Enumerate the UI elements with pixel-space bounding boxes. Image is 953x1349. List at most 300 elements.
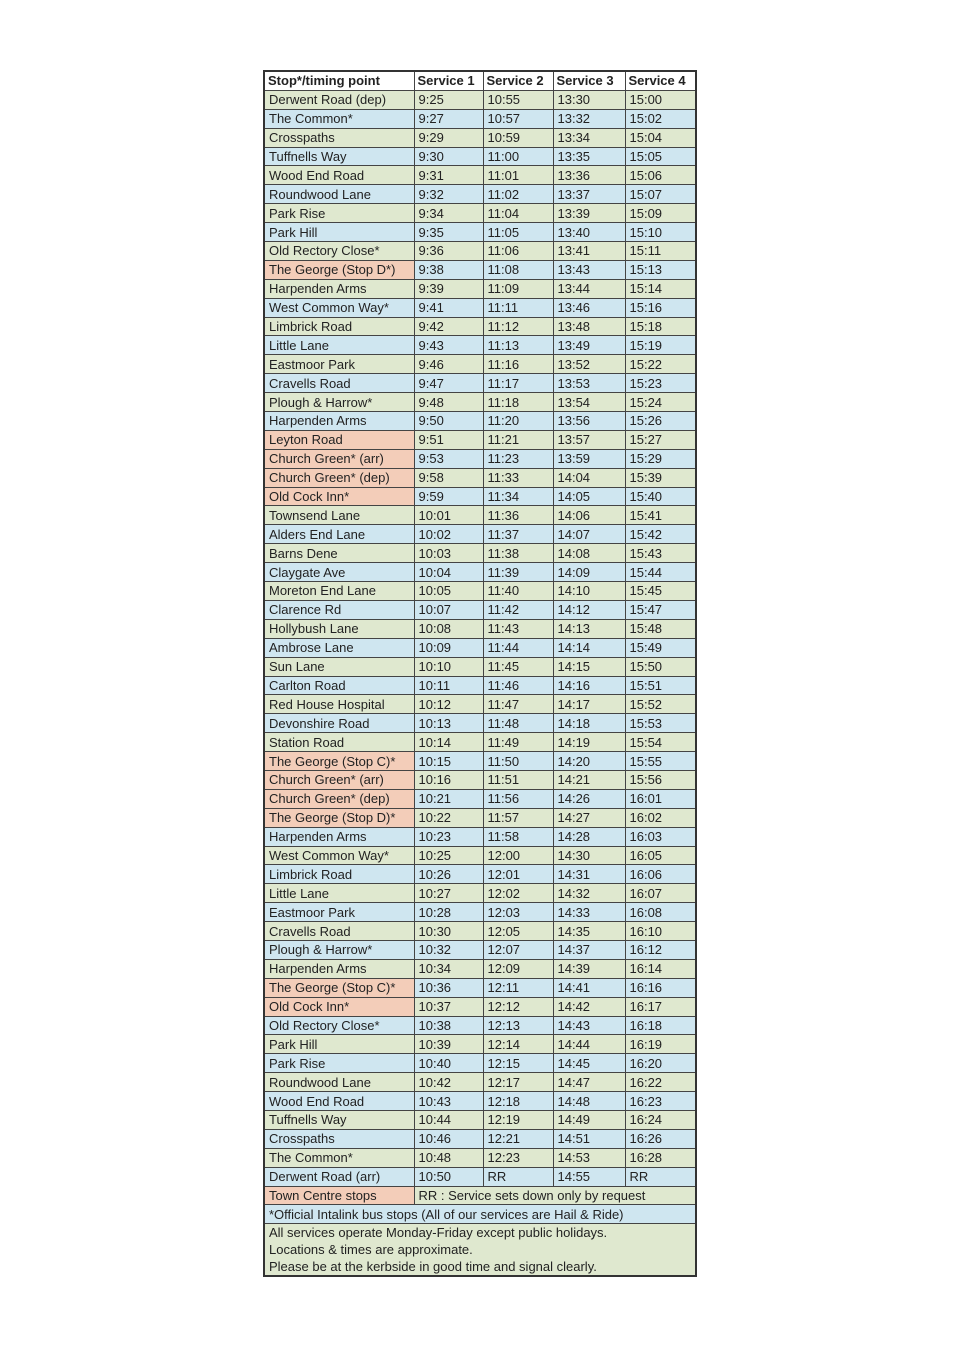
table-row xyxy=(264,185,696,204)
service-2-time: 11:05 xyxy=(483,223,553,242)
note-line: All services operate Monday-Friday except public holidays. xyxy=(269,1225,608,1241)
service-2-time: 11:43 xyxy=(483,619,553,638)
service-2-time: 11:49 xyxy=(483,733,553,752)
service-2-time: 11:44 xyxy=(483,638,553,657)
stop-name: Park Hill xyxy=(264,1035,414,1054)
table-row xyxy=(264,90,696,109)
stop-name: Harpenden Arms xyxy=(264,959,414,978)
service-2-time: 11:56 xyxy=(483,789,553,808)
service-1-time: 10:13 xyxy=(414,714,483,733)
table-row xyxy=(264,1129,696,1148)
table-row xyxy=(264,1016,696,1035)
service-3-time: 13:54 xyxy=(553,393,625,412)
service-3-time: 14:45 xyxy=(553,1054,625,1073)
service-3-time: 14:16 xyxy=(553,676,625,695)
table-row xyxy=(264,487,696,506)
service-4-header: Service 4 xyxy=(625,71,696,90)
service-3-time: 14:21 xyxy=(553,770,625,789)
service-2-time: 11:37 xyxy=(483,525,553,544)
service-1-time: 9:47 xyxy=(414,374,483,393)
service-3-time: 13:43 xyxy=(553,260,625,279)
stop-column-header: Stop*/timing point xyxy=(264,71,414,90)
table-row xyxy=(264,733,696,752)
table-row xyxy=(264,1167,696,1186)
table-row xyxy=(264,1110,696,1129)
service-1-time: 10:12 xyxy=(414,695,483,714)
service-1-time: 9:39 xyxy=(414,279,483,298)
service-1-time: 9:41 xyxy=(414,298,483,317)
stop-name: Crosspaths xyxy=(264,1129,414,1148)
service-3-time: 14:12 xyxy=(553,600,625,619)
service-2-time: 11:39 xyxy=(483,563,553,582)
service-2-header: Service 2 xyxy=(483,71,553,90)
table-row xyxy=(264,355,696,374)
service-3-time: 14:26 xyxy=(553,789,625,808)
service-3-time: 13:53 xyxy=(553,374,625,393)
service-1-time: 10:30 xyxy=(414,922,483,941)
service-2-time: 11:42 xyxy=(483,600,553,619)
service-4-time: 16:06 xyxy=(625,865,696,884)
table-row xyxy=(264,204,696,223)
service-1-time: 10:42 xyxy=(414,1073,483,1092)
service-4-time: 15:00 xyxy=(625,90,696,109)
service-1-time: 9:53 xyxy=(414,449,483,468)
service-2-time: 11:01 xyxy=(483,166,553,185)
service-4-time: 15:56 xyxy=(625,770,696,789)
service-3-time: 14:27 xyxy=(553,808,625,827)
service-1-time: 10:21 xyxy=(414,789,483,808)
stop-name: Park Rise xyxy=(264,204,414,223)
stop-name: Harpenden Arms xyxy=(264,412,414,431)
stop-name: Church Green* (arr) xyxy=(264,770,414,789)
service-2-time: 12:00 xyxy=(483,846,553,865)
stop-name: West Common Way* xyxy=(264,846,414,865)
service-1-time: 9:59 xyxy=(414,487,483,506)
stop-name: The George (Stop D)* xyxy=(264,808,414,827)
table-row xyxy=(264,582,696,601)
stop-name: Hollybush Lane xyxy=(264,619,414,638)
stop-name: Church Green* (arr) xyxy=(264,449,414,468)
service-1-time: 10:37 xyxy=(414,997,483,1016)
table-row xyxy=(264,922,696,941)
service-1-time: 10:28 xyxy=(414,903,483,922)
stop-name: Roundwood Lane xyxy=(264,1073,414,1092)
service-1-time: 9:31 xyxy=(414,166,483,185)
table-row xyxy=(264,940,696,959)
stop-name: The Common* xyxy=(264,109,414,128)
service-3-time: 14:07 xyxy=(553,525,625,544)
stop-name: Alders End Lane xyxy=(264,525,414,544)
stop-name: Wood End Road xyxy=(264,166,414,185)
service-4-time: 15:24 xyxy=(625,393,696,412)
service-1-time: 9:36 xyxy=(414,242,483,261)
service-1-time: 10:05 xyxy=(414,582,483,601)
stop-name: Harpenden Arms xyxy=(264,827,414,846)
stop-name: The Common* xyxy=(264,1148,414,1167)
service-3-time: 14:08 xyxy=(553,544,625,563)
service-1-time: 10:38 xyxy=(414,1016,483,1035)
stop-name: Eastmoor Park xyxy=(264,355,414,374)
table-row xyxy=(264,109,696,128)
service-4-time: 15:04 xyxy=(625,128,696,147)
service-2-time: 12:21 xyxy=(483,1129,553,1148)
table-row xyxy=(264,430,696,449)
service-3-time: 14:37 xyxy=(553,940,625,959)
service-4-time: 15:41 xyxy=(625,506,696,525)
service-3-time: 14:35 xyxy=(553,922,625,941)
table-row xyxy=(264,128,696,147)
stop-name: Sun Lane xyxy=(264,657,414,676)
service-3-time: 14:44 xyxy=(553,1035,625,1054)
stop-name: Station Road xyxy=(264,733,414,752)
service-4-time: 15:18 xyxy=(625,317,696,336)
table-row xyxy=(264,298,696,317)
service-4-time: 15:54 xyxy=(625,733,696,752)
town-centre-legend: Town Centre stops xyxy=(264,1186,414,1205)
service-4-time: 15:06 xyxy=(625,166,696,185)
service-4-time: 15:39 xyxy=(625,468,696,487)
service-4-time: 15:19 xyxy=(625,336,696,355)
service-1-time: 9:38 xyxy=(414,260,483,279)
service-1-time: 10:08 xyxy=(414,619,483,638)
service-4-time: 16:20 xyxy=(625,1054,696,1073)
service-2-time: 11:20 xyxy=(483,412,553,431)
table-row xyxy=(264,638,696,657)
service-2-time: 11:51 xyxy=(483,770,553,789)
service-2-time: 11:45 xyxy=(483,657,553,676)
service-4-time: 15:14 xyxy=(625,279,696,298)
service-2-time: 11:33 xyxy=(483,468,553,487)
service-4-time: 16:17 xyxy=(625,997,696,1016)
stop-name: The George (Stop C)* xyxy=(264,978,414,997)
service-2-time: 11:16 xyxy=(483,355,553,374)
service-4-time: 16:16 xyxy=(625,978,696,997)
service-1-time: 10:27 xyxy=(414,884,483,903)
service-4-time: 16:26 xyxy=(625,1129,696,1148)
service-1-time: 9:46 xyxy=(414,355,483,374)
service-3-time: 14:51 xyxy=(553,1129,625,1148)
table-row xyxy=(264,865,696,884)
table-row xyxy=(264,657,696,676)
table-row xyxy=(264,1035,696,1054)
service-3-time: 14:53 xyxy=(553,1148,625,1167)
service-4-time: 15:07 xyxy=(625,185,696,204)
stop-name: Derwent Road (dep) xyxy=(264,90,414,109)
service-2-time: 12:02 xyxy=(483,884,553,903)
service-3-time: 14:13 xyxy=(553,619,625,638)
table-row xyxy=(264,752,696,771)
service-4-time: 15:51 xyxy=(625,676,696,695)
note-line: Please be at the kerbside in good time and signal clearly. xyxy=(269,1259,597,1275)
table-row xyxy=(264,1092,696,1111)
table-row xyxy=(264,846,696,865)
table-row xyxy=(264,884,696,903)
stop-name: Plough & Harrow* xyxy=(264,393,414,412)
service-2-time: 11:04 xyxy=(483,204,553,223)
service-1-time: 10:11 xyxy=(414,676,483,695)
service-4-time: 15:43 xyxy=(625,544,696,563)
service-3-time: 14:49 xyxy=(553,1110,625,1129)
service-3-time: 13:34 xyxy=(553,128,625,147)
service-3-time: 14:15 xyxy=(553,657,625,676)
service-4-time: RR xyxy=(625,1167,696,1186)
service-3-header: Service 3 xyxy=(553,71,625,90)
service-3-time: 13:59 xyxy=(553,449,625,468)
service-2-time: 10:59 xyxy=(483,128,553,147)
service-1-time: 10:44 xyxy=(414,1110,483,1129)
service-3-time: 14:42 xyxy=(553,997,625,1016)
service-3-time: 14:06 xyxy=(553,506,625,525)
service-1-time: 10:23 xyxy=(414,827,483,846)
official-stops-row xyxy=(264,1205,696,1224)
stop-name: Tuffnells Way xyxy=(264,1110,414,1129)
service-2-time: 11:23 xyxy=(483,449,553,468)
service-4-time: 15:45 xyxy=(625,582,696,601)
service-3-time: 13:35 xyxy=(553,147,625,166)
service-1-time: 10:07 xyxy=(414,600,483,619)
service-2-time: 11:50 xyxy=(483,752,553,771)
service-3-time: 14:33 xyxy=(553,903,625,922)
table-row xyxy=(264,714,696,733)
service-2-time: 11:38 xyxy=(483,544,553,563)
stop-name: Townsend Lane xyxy=(264,506,414,525)
service-1-time: 10:04 xyxy=(414,563,483,582)
service-2-time: RR xyxy=(483,1167,553,1186)
service-2-time: 11:40 xyxy=(483,582,553,601)
service-3-time: 14:30 xyxy=(553,846,625,865)
service-4-time: 15:22 xyxy=(625,355,696,374)
service-2-time: 12:15 xyxy=(483,1054,553,1073)
stop-name: Harpenden Arms xyxy=(264,279,414,298)
service-4-time: 16:28 xyxy=(625,1148,696,1167)
service-1-time: 9:25 xyxy=(414,90,483,109)
service-1-time: 9:30 xyxy=(414,147,483,166)
stop-name: Old Rectory Close* xyxy=(264,1016,414,1035)
stop-name: Devonshire Road xyxy=(264,714,414,733)
table-row xyxy=(264,997,696,1016)
service-4-time: 15:53 xyxy=(625,714,696,733)
stop-name: Derwent Road (arr) xyxy=(264,1167,414,1186)
stop-name: Plough & Harrow* xyxy=(264,940,414,959)
service-2-time: 11:11 xyxy=(483,298,553,317)
service-3-time: 14:41 xyxy=(553,978,625,997)
service-1-time: 9:34 xyxy=(414,204,483,223)
service-4-time: 16:02 xyxy=(625,808,696,827)
service-1-time: 9:48 xyxy=(414,393,483,412)
service-3-time: 14:09 xyxy=(553,563,625,582)
table-row xyxy=(264,959,696,978)
service-3-time: 14:20 xyxy=(553,752,625,771)
service-4-time: 15:47 xyxy=(625,600,696,619)
stop-name: The George (Stop D*) xyxy=(264,260,414,279)
table-row xyxy=(264,1148,696,1167)
service-4-time: 15:50 xyxy=(625,657,696,676)
service-4-time: 16:23 xyxy=(625,1092,696,1111)
service-3-time: 14:32 xyxy=(553,884,625,903)
service-4-time: 15:26 xyxy=(625,412,696,431)
service-2-time: 12:03 xyxy=(483,903,553,922)
service-1-time: 10:22 xyxy=(414,808,483,827)
service-1-time: 10:40 xyxy=(414,1054,483,1073)
service-1-time: 10:34 xyxy=(414,959,483,978)
stop-name: Old Cock Inn* xyxy=(264,997,414,1016)
service-1-time: 10:50 xyxy=(414,1167,483,1186)
service-1-time: 10:02 xyxy=(414,525,483,544)
table-row xyxy=(264,827,696,846)
notes-cell xyxy=(264,1224,696,1277)
table-row xyxy=(264,695,696,714)
service-1-time: 9:50 xyxy=(414,412,483,431)
stop-name: Ambrose Lane xyxy=(264,638,414,657)
table-row xyxy=(264,449,696,468)
stop-name: West Common Way* xyxy=(264,298,414,317)
stop-name: Old Rectory Close* xyxy=(264,242,414,261)
service-1-time: 10:15 xyxy=(414,752,483,771)
stop-name: Red House Hospital xyxy=(264,695,414,714)
timetable xyxy=(263,70,697,1277)
stop-name: Barns Dene xyxy=(264,544,414,563)
service-2-time: 11:36 xyxy=(483,506,553,525)
service-3-time: 14:31 xyxy=(553,865,625,884)
stop-name: Old Cock Inn* xyxy=(264,487,414,506)
stop-name: Limbrick Road xyxy=(264,317,414,336)
table-row xyxy=(264,978,696,997)
service-1-time: 10:39 xyxy=(414,1035,483,1054)
service-2-time: 12:07 xyxy=(483,940,553,959)
service-2-time: 12:23 xyxy=(483,1148,553,1167)
service-2-time: 10:55 xyxy=(483,90,553,109)
table-row xyxy=(264,336,696,355)
service-2-time: 12:14 xyxy=(483,1035,553,1054)
service-2-time: 12:13 xyxy=(483,1016,553,1035)
service-1-time: 10:10 xyxy=(414,657,483,676)
service-2-time: 11:00 xyxy=(483,147,553,166)
table-row xyxy=(264,676,696,695)
service-3-time: 13:36 xyxy=(553,166,625,185)
service-1-time: 9:27 xyxy=(414,109,483,128)
timetable-body xyxy=(264,90,696,1186)
service-4-time: 16:08 xyxy=(625,903,696,922)
service-4-time: 15:27 xyxy=(625,430,696,449)
stop-name: Leyton Road xyxy=(264,430,414,449)
table-row xyxy=(264,468,696,487)
service-4-time: 15:09 xyxy=(625,204,696,223)
service-2-time: 12:05 xyxy=(483,922,553,941)
service-2-time: 12:12 xyxy=(483,997,553,1016)
service-2-time: 11:48 xyxy=(483,714,553,733)
service-1-time: 10:14 xyxy=(414,733,483,752)
notes-row xyxy=(264,1224,696,1277)
service-1-time: 9:51 xyxy=(414,430,483,449)
rr-note: RR : Service sets down only by request xyxy=(414,1186,696,1205)
service-1-time: 10:46 xyxy=(414,1129,483,1148)
service-3-time: 14:05 xyxy=(553,487,625,506)
service-3-time: 14:18 xyxy=(553,714,625,733)
service-3-time: 13:40 xyxy=(553,223,625,242)
service-1-time: 10:25 xyxy=(414,846,483,865)
service-2-time: 11:17 xyxy=(483,374,553,393)
stop-name: Little Lane xyxy=(264,336,414,355)
service-4-time: 15:49 xyxy=(625,638,696,657)
service-4-time: 16:12 xyxy=(625,940,696,959)
service-4-time: 15:40 xyxy=(625,487,696,506)
table-row xyxy=(264,903,696,922)
service-3-time: 13:41 xyxy=(553,242,625,261)
table-row xyxy=(264,223,696,242)
stop-name: Little Lane xyxy=(264,884,414,903)
service-1-time: 10:16 xyxy=(414,770,483,789)
service-1-time: 9:42 xyxy=(414,317,483,336)
service-2-time: 11:08 xyxy=(483,260,553,279)
service-1-time: 9:32 xyxy=(414,185,483,204)
table-row xyxy=(264,147,696,166)
table-row xyxy=(264,1073,696,1092)
service-3-time: 13:56 xyxy=(553,412,625,431)
service-4-time: 16:10 xyxy=(625,922,696,941)
table-row xyxy=(264,563,696,582)
table-row xyxy=(264,789,696,808)
service-2-time: 11:06 xyxy=(483,242,553,261)
service-3-time: 13:44 xyxy=(553,279,625,298)
service-1-time: 9:43 xyxy=(414,336,483,355)
table-row xyxy=(264,412,696,431)
service-3-time: 14:47 xyxy=(553,1073,625,1092)
stop-name: Moreton End Lane xyxy=(264,582,414,601)
service-1-time: 10:32 xyxy=(414,940,483,959)
service-2-time: 11:47 xyxy=(483,695,553,714)
service-3-time: 13:39 xyxy=(553,204,625,223)
service-3-time: 14:10 xyxy=(553,582,625,601)
service-4-time: 16:03 xyxy=(625,827,696,846)
service-4-time: 16:01 xyxy=(625,789,696,808)
service-3-time: 14:43 xyxy=(553,1016,625,1035)
stop-name: Church Green* (dep) xyxy=(264,789,414,808)
service-3-time: 13:52 xyxy=(553,355,625,374)
stop-name: Roundwood Lane xyxy=(264,185,414,204)
service-3-time: 14:04 xyxy=(553,468,625,487)
service-4-time: 16:14 xyxy=(625,959,696,978)
stop-name: Cravells Road xyxy=(264,374,414,393)
note-line: Locations & times are approximate. xyxy=(269,1242,473,1258)
service-2-time: 12:01 xyxy=(483,865,553,884)
legend-row xyxy=(264,1186,696,1205)
stop-name: Park Hill xyxy=(264,223,414,242)
service-3-time: 14:28 xyxy=(553,827,625,846)
service-4-time: 15:44 xyxy=(625,563,696,582)
service-3-time: 13:32 xyxy=(553,109,625,128)
service-3-time: 13:48 xyxy=(553,317,625,336)
service-4-time: 15:11 xyxy=(625,242,696,261)
service-4-time: 15:05 xyxy=(625,147,696,166)
stop-name: Eastmoor Park xyxy=(264,903,414,922)
header-row xyxy=(264,71,696,90)
table-row xyxy=(264,619,696,638)
service-4-time: 15:10 xyxy=(625,223,696,242)
service-1-header: Service 1 xyxy=(414,71,483,90)
table-row xyxy=(264,242,696,261)
service-2-time: 11:21 xyxy=(483,430,553,449)
official-stops-note: *Official Intalink bus stops (All of our services are Hail & Ride) xyxy=(264,1205,696,1224)
service-3-time: 14:48 xyxy=(553,1092,625,1111)
service-2-time: 11:18 xyxy=(483,393,553,412)
table-row xyxy=(264,770,696,789)
service-3-time: 13:49 xyxy=(553,336,625,355)
service-2-time: 11:02 xyxy=(483,185,553,204)
service-3-time: 14:39 xyxy=(553,959,625,978)
service-3-time: 13:46 xyxy=(553,298,625,317)
service-3-time: 13:37 xyxy=(553,185,625,204)
table-row xyxy=(264,260,696,279)
